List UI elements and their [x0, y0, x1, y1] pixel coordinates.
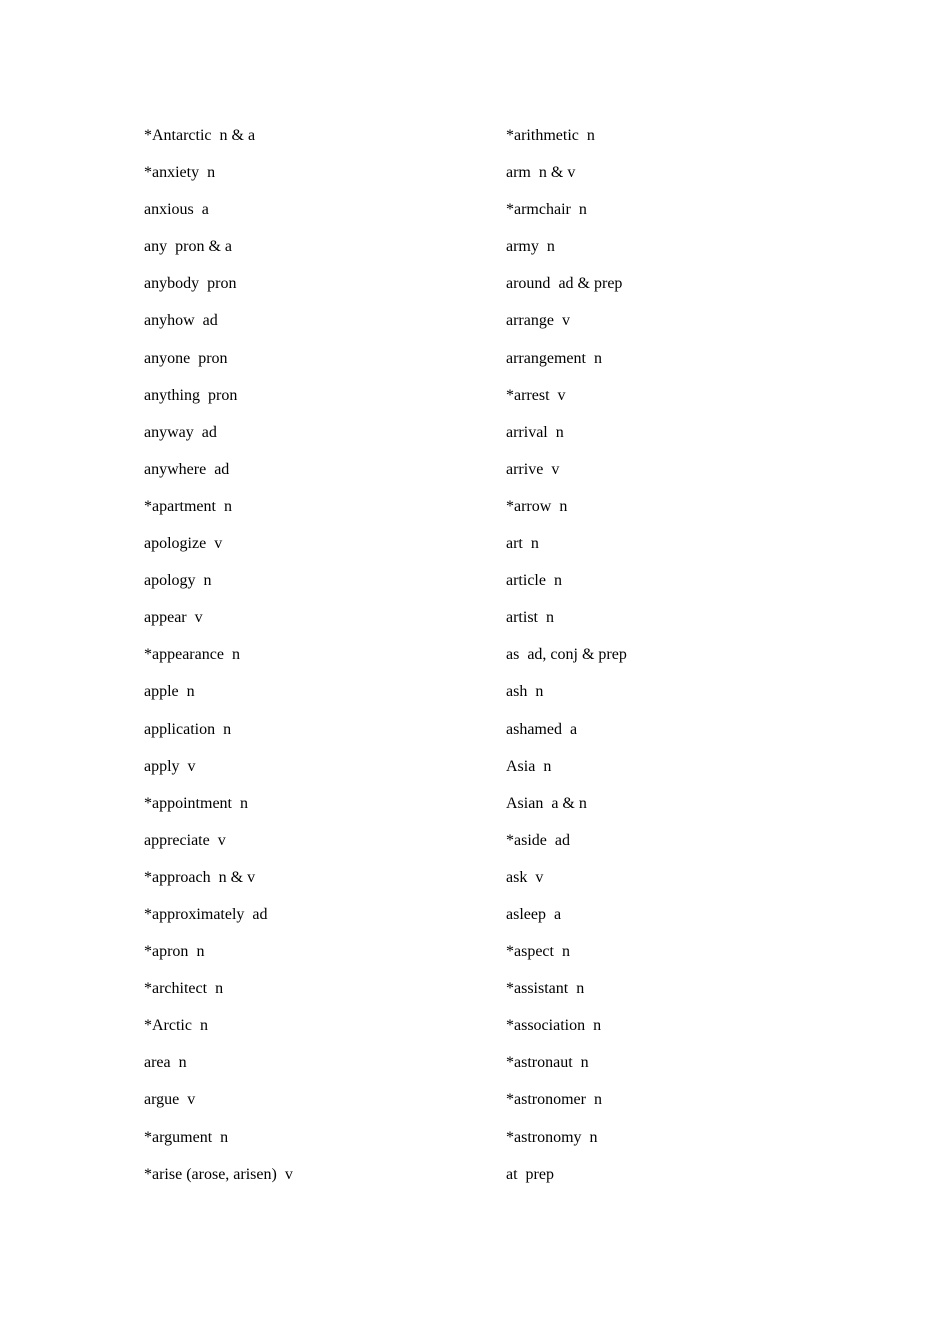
entry-word: *Antarctic [144, 127, 212, 144]
entry-word: *appointment [144, 794, 232, 812]
vocabulary-entry [506, 792, 886, 829]
word-list-left-column [144, 124, 484, 1200]
entry-part-of-speech: n [178, 1054, 187, 1072]
entry-part-of-speech: v [551, 460, 560, 478]
entry-word: apologize [144, 535, 207, 553]
vocabulary-entry [506, 977, 886, 1014]
entry-word: Asian [506, 794, 544, 812]
entry-word: *association [506, 1017, 586, 1035]
vocabulary-entry [506, 124, 886, 161]
vocabulary-entry [144, 755, 484, 792]
entry-part-of-speech: v [214, 535, 223, 553]
entry-word: *astronomer [506, 1091, 586, 1109]
vocabulary-entry [144, 866, 484, 903]
entry-word: *arise (arose, arisen) [144, 1165, 277, 1183]
vocabulary-entry [506, 755, 886, 792]
vocabulary-entry [144, 421, 484, 458]
vocabulary-entry [144, 272, 484, 309]
vocabulary-entry [506, 940, 886, 977]
entry-part-of-speech: v [187, 1091, 196, 1109]
entry-part-of-speech: ad [202, 312, 218, 330]
entry-part-of-speech: n [239, 794, 248, 812]
entry-word: *argument [144, 1128, 213, 1146]
vocabulary-entry [144, 1088, 484, 1125]
vocabulary-entry [506, 903, 886, 940]
entry-word: *astronaut [506, 1054, 573, 1072]
entry-word: at [506, 1165, 518, 1183]
vocabulary-entry [506, 384, 886, 421]
entry-part-of-speech: n [543, 757, 552, 775]
vocabulary-entry [144, 384, 484, 421]
entry-word: any [144, 238, 168, 256]
entry-part-of-speech: n [223, 720, 232, 738]
entry-word: *aside [506, 831, 547, 849]
entry-part-of-speech: pron [207, 275, 237, 293]
vocabulary-entry [506, 198, 886, 235]
entry-word: apology [144, 572, 196, 590]
entry-part-of-speech: n & v [218, 868, 256, 886]
entry-part-of-speech: n [223, 497, 232, 515]
entry-part-of-speech: a [201, 201, 209, 219]
entry-part-of-speech: v [561, 312, 570, 330]
entry-word: article [506, 572, 546, 590]
vocabulary-entry [144, 643, 484, 680]
entry-word: appreciate [144, 831, 210, 849]
vocabulary-entry [144, 829, 484, 866]
entry-word: asleep [506, 905, 546, 923]
entry-part-of-speech: n [553, 572, 562, 590]
entry-part-of-speech: n [196, 943, 205, 961]
entry-word: *apron [144, 943, 189, 961]
entry-word: *assistant [506, 980, 569, 998]
entry-part-of-speech: a [569, 720, 578, 738]
entry-word: *approach [144, 868, 211, 886]
vocabulary-entry [506, 347, 886, 384]
entry-part-of-speech: v [535, 868, 544, 886]
vocabulary-entry [144, 718, 484, 755]
entry-word: arrange [506, 312, 554, 330]
entry-word: anything [144, 386, 200, 404]
vocabulary-entry [506, 458, 886, 495]
entry-part-of-speech: n [203, 572, 212, 590]
vocabulary-entry [144, 1014, 484, 1051]
vocabulary-entry [144, 1051, 484, 1088]
vocabulary-entry [144, 1126, 484, 1163]
vocabulary-entry [506, 680, 886, 717]
vocabulary-entry [506, 643, 886, 680]
vocabulary-entry [506, 1126, 886, 1163]
entry-word: *Arctic [144, 1017, 192, 1035]
entry-word: anyway [144, 423, 194, 441]
entry-word: *arithmetic [506, 127, 579, 144]
entry-part-of-speech: ad [214, 460, 230, 478]
vocabulary-entry [144, 198, 484, 235]
vocabulary-entry [506, 421, 886, 458]
entry-part-of-speech: ad, conj & prep [527, 646, 627, 664]
entry-part-of-speech: ad [252, 905, 268, 923]
vocabulary-entry [506, 161, 886, 198]
entry-part-of-speech: n [530, 535, 539, 553]
vocabulary-entry [506, 829, 886, 866]
entry-part-of-speech: a & n [551, 794, 587, 812]
vocabulary-entry [144, 161, 484, 198]
vocabulary-entry [144, 495, 484, 532]
entry-part-of-speech: n [576, 980, 585, 998]
entry-part-of-speech: n [231, 646, 240, 664]
entry-part-of-speech: n [593, 1091, 602, 1109]
vocabulary-entry [144, 458, 484, 495]
entry-word: apply [144, 757, 180, 775]
vocabulary-entry [506, 235, 886, 272]
entry-part-of-speech: ad [201, 423, 217, 441]
vocabulary-entry [506, 309, 886, 346]
entry-part-of-speech: v [284, 1165, 293, 1183]
entry-part-of-speech: n [555, 423, 564, 441]
entry-word: arrival [506, 423, 548, 441]
vocabulary-entry [144, 903, 484, 940]
entry-part-of-speech: n [207, 164, 216, 182]
entry-word: anyhow [144, 312, 195, 330]
entry-part-of-speech: ad & prep [558, 275, 623, 293]
entry-part-of-speech: v [217, 831, 226, 849]
entry-part-of-speech: prep [525, 1165, 554, 1183]
entry-part-of-speech: n & a [219, 127, 256, 144]
entry-part-of-speech: pron & a [175, 238, 232, 256]
entry-word: *anxiety [144, 164, 200, 182]
entry-part-of-speech: ad [554, 831, 570, 849]
entry-part-of-speech: n [186, 683, 195, 701]
entry-part-of-speech: n [580, 1054, 589, 1072]
vocabulary-entry [506, 606, 886, 643]
entry-word: artist [506, 609, 538, 627]
entry-word: around [506, 275, 551, 293]
vocabulary-entry [144, 940, 484, 977]
entry-part-of-speech: n [589, 1128, 598, 1146]
entry-word: area [144, 1054, 171, 1072]
entry-word: ashamed [506, 720, 562, 738]
entry-word: *astronomy [506, 1128, 582, 1146]
vocabulary-entry [506, 1163, 886, 1200]
entry-part-of-speech: n [220, 1128, 229, 1146]
vocabulary-entry [506, 495, 886, 532]
vocabulary-entry [506, 532, 886, 569]
entry-part-of-speech: n [593, 349, 602, 367]
vocabulary-entry [506, 272, 886, 309]
entry-word: as [506, 646, 520, 664]
entry-word: Asia [506, 757, 536, 775]
vocabulary-entry [506, 569, 886, 606]
vocabulary-entry [506, 1014, 886, 1051]
entry-word: *armchair [506, 201, 571, 219]
entry-word: anxious [144, 201, 194, 219]
entry-word: ash [506, 683, 528, 701]
entry-part-of-speech: a [553, 905, 562, 923]
entry-word: anybody [144, 275, 200, 293]
vocabulary-entry [506, 1088, 886, 1125]
entry-part-of-speech: n [199, 1017, 208, 1035]
vocabulary-entry [506, 1051, 886, 1088]
vocabulary-entry [144, 309, 484, 346]
vocabulary-entry [144, 1163, 484, 1200]
entry-part-of-speech: n & v [538, 164, 576, 182]
entry-word: apple [144, 683, 179, 701]
entry-word: *apartment [144, 497, 216, 515]
entry-part-of-speech: n [215, 980, 224, 998]
entry-word: argue [144, 1091, 180, 1109]
entry-word: *appearance [144, 646, 224, 664]
entry-word: ask [506, 868, 528, 886]
entry-word: *aspect [506, 943, 554, 961]
entry-part-of-speech: n [593, 1017, 602, 1035]
entry-word: *architect [144, 980, 208, 998]
vocabulary-entry [144, 977, 484, 1014]
entry-part-of-speech: pron [198, 349, 228, 367]
entry-word: army [506, 238, 539, 256]
entry-word: *arrow [506, 497, 552, 515]
word-list-right-column [506, 124, 886, 1200]
entry-word: anywhere [144, 460, 207, 478]
entry-part-of-speech: v [557, 386, 566, 404]
entry-part-of-speech: n [546, 609, 554, 627]
entry-part-of-speech: n [535, 683, 544, 701]
entry-part-of-speech: v [187, 757, 196, 775]
vocabulary-entry [144, 347, 484, 384]
vocabulary-entry [144, 680, 484, 717]
vocabulary-entry [506, 866, 886, 903]
vocabulary-entry [144, 235, 484, 272]
entry-word: arrive [506, 460, 544, 478]
entry-word: arm [506, 164, 531, 182]
entry-word: arrangement [506, 349, 586, 367]
vocabulary-entry [144, 569, 484, 606]
entry-word: appear [144, 609, 187, 627]
entry-word: art [506, 535, 523, 553]
entry-part-of-speech: pron [208, 386, 238, 404]
entry-part-of-speech: n [546, 238, 555, 256]
vocabulary-entry [144, 606, 484, 643]
vocabulary-entry [506, 718, 886, 755]
entry-part-of-speech: v [194, 609, 203, 627]
entry-part-of-speech: n [578, 201, 587, 219]
entry-word: application [144, 720, 216, 738]
vocabulary-entry [144, 792, 484, 829]
entry-part-of-speech: n [586, 127, 595, 144]
entry-part-of-speech: n [559, 497, 568, 515]
entry-part-of-speech: n [561, 943, 570, 961]
entry-word: *arrest [506, 386, 550, 404]
vocabulary-entry [144, 124, 484, 161]
entry-word: *approximately [144, 905, 245, 923]
vocabulary-entry [144, 532, 484, 569]
entry-word: anyone [144, 349, 191, 367]
